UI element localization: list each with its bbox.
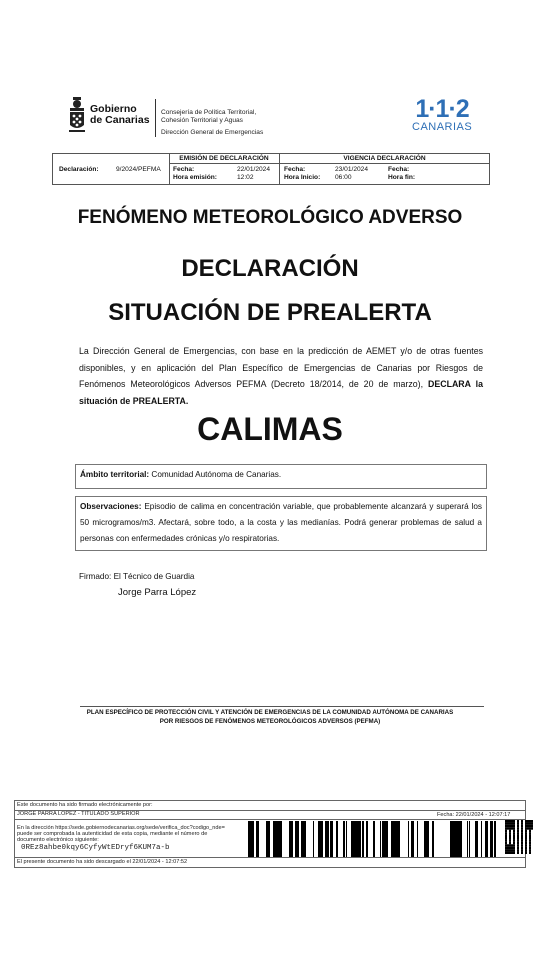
paragraph-bold: DECLARA la situación de PREALERTA	[79, 379, 483, 406]
declaration-table	[52, 153, 490, 185]
esig-verify-line3: documento electrónico siguiente:	[17, 837, 99, 843]
esig-border-left	[14, 800, 15, 867]
e-signature-box	[14, 800, 526, 868]
esig-fecha: Fecha: 22/01/2024 - 12:07:17	[437, 812, 511, 818]
observaciones-label: Observaciones:	[80, 502, 142, 511]
hora-fin-label: Hora fin:	[388, 174, 416, 181]
decl-label: Declaración:	[59, 166, 99, 173]
firmado-text: Firmado: El Técnico de Guardia	[79, 572, 195, 581]
direccion-text: Dirección General de Emergencias	[161, 129, 264, 136]
ambito-box	[75, 464, 487, 489]
title-declaracion: DECLARACIÓN	[181, 255, 359, 282]
declaration-paragraph	[79, 343, 483, 409]
hora-inicio-label: Hora Inicio:	[284, 174, 321, 181]
vigencia-header: VIGENCIA DECLARACIÓN	[343, 155, 426, 162]
dept-line1: Consejería de Política Territorial,	[161, 109, 257, 116]
paragraph-text: La Dirección General de Emergencias, con base en la predicción de AEMET y/o de otras fuentes disponibles, y en aplicación del Plan Específico de Emergencias de Canarias por Riesgos de Fenómenos Meteorológicos Adversos PEFMA (Decreto 18/2014, de 20 de marzo),	[79, 346, 483, 389]
consejeria-text	[161, 109, 256, 125]
dept-line2: Cohesión Territorial y Aguas	[161, 117, 243, 124]
hora-emision-value: 12:02	[237, 174, 254, 181]
gob-name-line2: de Canarias	[90, 114, 150, 126]
ambito-label: Ámbito territorial:	[80, 470, 150, 479]
gob-name-line1: Gobierno	[90, 103, 137, 115]
esig-code: 0REz8ahbe0kqy6CyfyWtEDryf6KUM7a-b	[21, 844, 170, 852]
hora-emision-label: Hora emisión:	[173, 174, 217, 181]
title-calimas: CALIMAS	[197, 411, 343, 447]
vig-fecha-value: 23/01/2024	[335, 166, 369, 173]
ambito-value: Comunidad Autónoma de Canarias.	[149, 470, 282, 479]
esig-line1: Este documento ha sido firmado electrónicamente por:	[17, 802, 153, 808]
emision-header: EMISIÓN DE DECLARACIÓN	[179, 155, 269, 162]
fecha-value: 22/01/2024	[237, 166, 271, 173]
esig-row	[14, 810, 526, 820]
esig-row	[14, 858, 526, 868]
coat-of-arms-icon	[68, 97, 86, 135]
table-divider	[169, 163, 489, 164]
esig-verify-line2: puede ser comprobada la autenticidad de esta copia, mediante el número de	[17, 831, 208, 837]
logo-112-number: 1·1·2	[415, 95, 469, 123]
signer-name: Jorge Parra López	[118, 587, 197, 598]
gob-name	[90, 104, 150, 126]
decl-value: 9/2024/PEFMA	[116, 166, 161, 173]
qr-code-icon	[505, 820, 533, 854]
gobierno-canarias-logo	[68, 97, 283, 141]
esig-downloaded: El presente documento ha sido descargado el 22/01/2024 - 12:07:52	[17, 859, 188, 865]
plan-footer	[0, 709, 540, 726]
plan-line1: PLAN ESPECÍFICO DE PROTECCIÓN CIVIL Y ATENCIÓN DE EMERGENCIAS DE LA COMUNIDAD AUTÓNOMA DE CANARIAS	[86, 709, 454, 716]
hora-inicio-value: 06:00	[335, 174, 352, 181]
fecha-label: Fecha:	[173, 166, 195, 173]
esig-verify-line1: En la dirección https://sede.gobiernodecanarias.org/sede/verifica_doc?codigo_nde=	[17, 825, 225, 831]
footer-rule	[80, 706, 484, 707]
plan-line2: POR RIESGOS DE FENÓMENOS METEOROLÓGICOS ADVERSOS (PEFMA)	[159, 717, 381, 725]
fecha-fin-label: Fecha:	[388, 166, 410, 173]
logo-112	[412, 97, 472, 137]
vig-fecha-label: Fecha:	[284, 166, 306, 173]
logo-divider	[155, 99, 156, 137]
barcode-icon	[248, 821, 498, 857]
observaciones-value: Episodio de calima en concentración variable, que probablemente alcanzará y superará los 50 microgramos/m3. Afectará, sobre todo, a la costa y las medianías. Podrá generar problemas de salud a personas con enfermedades crónicas y/o respiratorias.	[80, 502, 482, 543]
paragraph-end: .	[185, 395, 189, 406]
esig-signer: JORGE PARRA LOPEZ - TITULADO SUPERIOR	[17, 811, 140, 817]
title-fenomeno: FENÓMENO METEOROLÓGICO ADVERSO	[77, 207, 463, 228]
title-situacion: SITUACIÓN DE PREALERTA	[108, 299, 432, 326]
observaciones-box	[75, 496, 487, 551]
logo-112-text: CANARIAS	[412, 121, 473, 133]
